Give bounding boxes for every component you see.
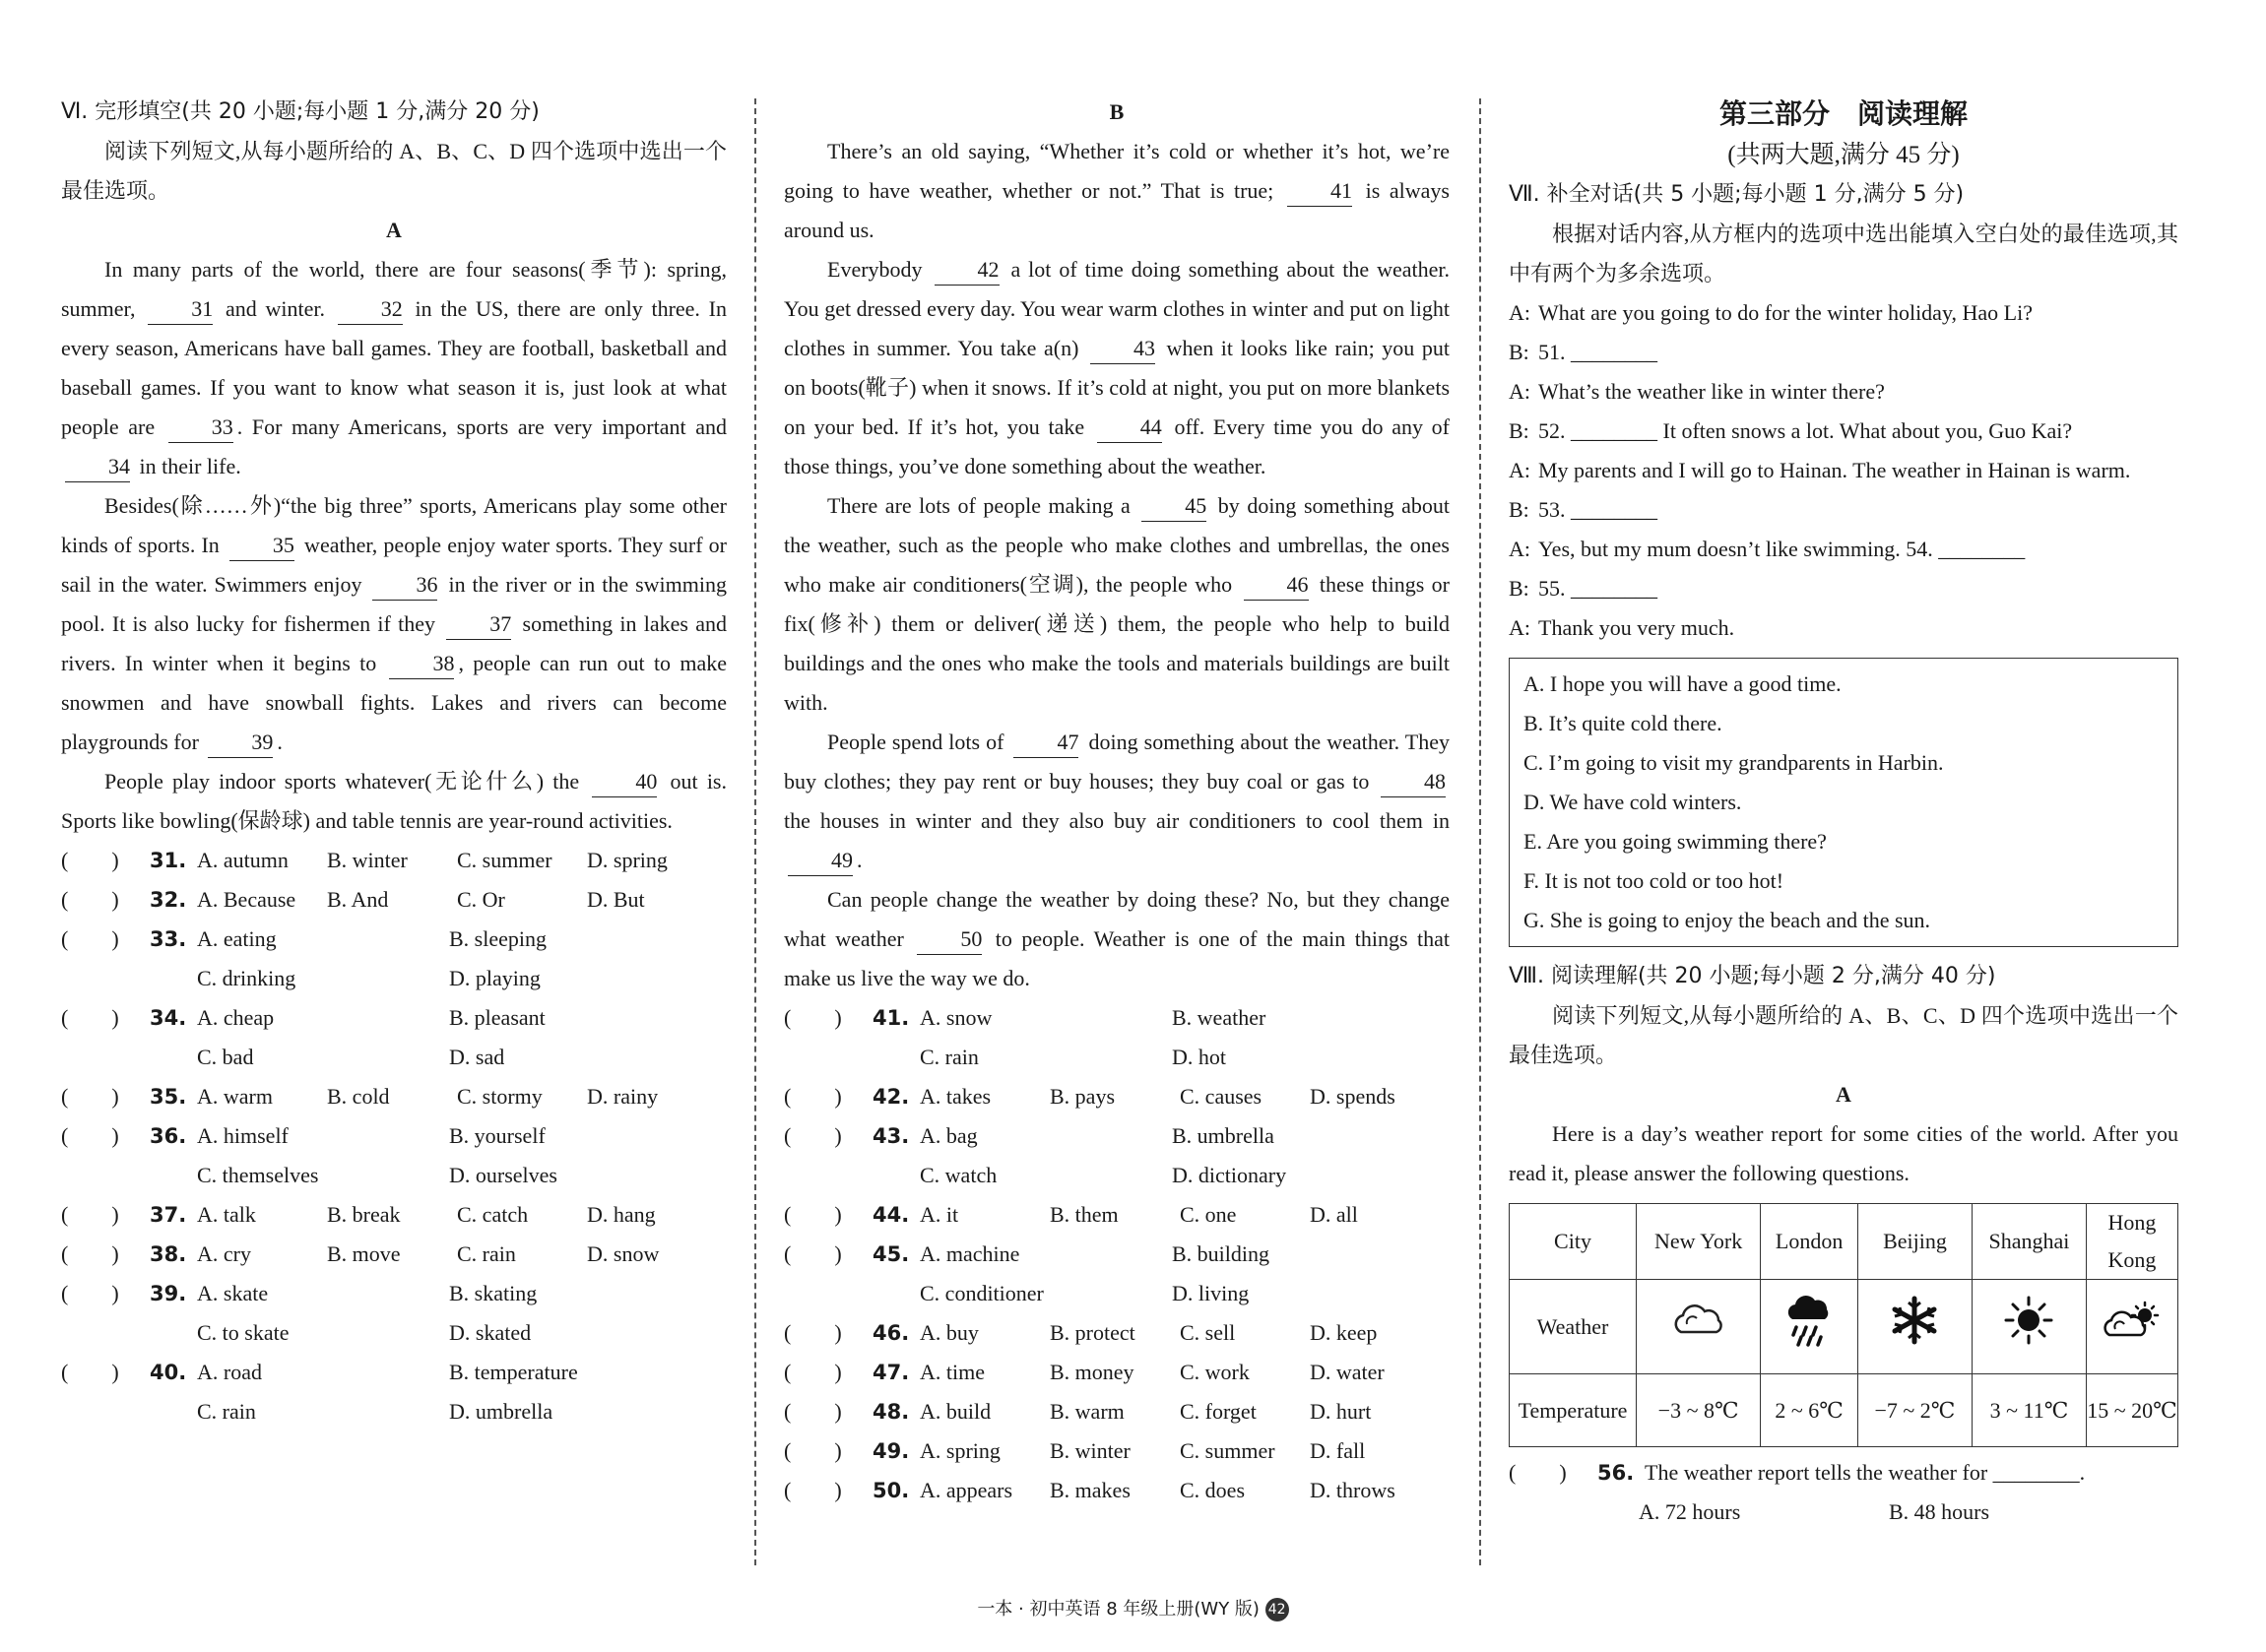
passage-text: in the river or in the swimming pool. It is also lucky for fishermen if they: [61, 572, 727, 636]
option: B. 48 hours: [1889, 1499, 1990, 1524]
option: C. summer: [1180, 1438, 1275, 1463]
speaker: B:: [1509, 497, 1529, 522]
option: A. spring: [920, 1438, 1001, 1463]
cloudy-sun-icon: [2102, 1300, 2163, 1341]
passage-text: People spend lots of: [827, 730, 1010, 754]
blank-number: 34: [65, 452, 130, 482]
dialog-line: [1509, 333, 2178, 372]
city-cell: London: [1761, 1204, 1858, 1280]
answer-paren: ( ): [784, 1241, 842, 1266]
passage-text: the houses in winter and they also buy air conditioners to cool them in: [784, 808, 1450, 833]
option: B. warm: [1050, 1399, 1125, 1424]
option: A. road: [197, 1360, 262, 1384]
choice-item: C. I’m going to visit my grandparents in Harbin.: [1523, 750, 1944, 775]
blank-number: 48: [1381, 767, 1446, 797]
weather-cell: [1972, 1280, 2086, 1374]
temp-cell: −7 ~ 2℃: [1857, 1374, 1972, 1447]
dialog-line: [1509, 293, 2178, 333]
choice-item: F. It is not too cold or too hot!: [1523, 868, 1784, 893]
question-number: 36.: [150, 1124, 187, 1148]
question-row: [784, 998, 1450, 1038]
option: A. cry: [197, 1241, 251, 1266]
option: D. spring: [587, 848, 668, 872]
question-number: 38.: [150, 1242, 187, 1266]
option: A. warm: [197, 1084, 273, 1109]
dialog-text: My parents and I will go to Hainan. The weather in Hainan is warm.: [1538, 458, 2131, 482]
speaker: A:: [1509, 458, 1530, 482]
passage-text: something in lakes and rivers. In winter when it begins to: [61, 611, 727, 675]
weather-cell: [1761, 1280, 1858, 1374]
answer-paren: ( ): [784, 1320, 842, 1345]
dialog-text: Thank you very much.: [1538, 615, 1735, 640]
option: A. Because: [197, 887, 296, 912]
choice-box: [1509, 658, 2178, 947]
option: C. rain: [920, 1045, 979, 1069]
question-number: 48.: [873, 1400, 910, 1424]
question-row-continued: [784, 1038, 1450, 1077]
option: D. ourselves: [449, 1163, 557, 1187]
blank-number: 44: [1097, 413, 1162, 443]
passage-text: People play indoor sports whatever(无论什么) the: [104, 769, 589, 794]
dialog-text: What’s the weather like in winter there?: [1538, 379, 1885, 404]
blank-number: 42: [935, 255, 1000, 286]
question-row-continued: [61, 1313, 727, 1353]
dialog-text: 53. ________: [1538, 497, 1657, 522]
answer-paren: ( ): [784, 1399, 842, 1424]
question-row: [61, 1353, 727, 1392]
passage-paragraph: [61, 486, 727, 762]
option: D. snow: [587, 1241, 660, 1266]
passage-text: by doing something about the weather, such as the people who make clothes and umbrellas, the ones who make air conditioners(空调), the people who: [784, 493, 1450, 597]
option: B. pays: [1050, 1084, 1115, 1109]
option: C. does: [1180, 1478, 1245, 1502]
passage-paragraph: [784, 723, 1450, 880]
speaker: A:: [1509, 537, 1530, 561]
column-divider: [754, 98, 756, 1565]
blank-number: 49: [788, 846, 853, 876]
column-right: [1509, 93, 2178, 1532]
option: D. skated: [449, 1320, 532, 1345]
part-subtitle: (共两大题,满分 45 分): [1727, 142, 1960, 168]
passage-title: A: [1836, 1082, 1851, 1107]
option: C. themselves: [197, 1163, 319, 1187]
option: D. keep: [1310, 1320, 1378, 1345]
question-number: 34.: [150, 1006, 187, 1030]
option: B. weather: [1172, 1005, 1266, 1030]
question-number: 49.: [873, 1439, 910, 1463]
answer-paren: ( ): [61, 1005, 119, 1030]
temp-cell: −3 ~ 8℃: [1637, 1374, 1761, 1447]
option: A. buy: [920, 1320, 979, 1345]
dialog-text: Yes, but my mum doesn’t like swimming. 54. ________: [1538, 537, 2026, 561]
option: B. winter: [1050, 1438, 1131, 1463]
passage-text: , people can run out to make snowmen and have snowball fights. Lakes and rivers can become playgrounds for: [61, 651, 727, 754]
dialog-text: 55. ________: [1538, 576, 1657, 601]
option: C. rain: [457, 1241, 516, 1266]
passage-title: B: [1109, 99, 1125, 124]
option: C. sell: [1180, 1320, 1236, 1345]
option: A. appears: [920, 1478, 1013, 1502]
table-row: [1510, 1280, 2178, 1374]
snow-icon: [1889, 1295, 1940, 1346]
blank-number: 38: [389, 649, 454, 679]
temp-cell: 3 ~ 11℃: [1972, 1374, 2086, 1447]
passage-text: out is. Sports like bowling(保龄球) and table tennis are year-round activities.: [61, 769, 727, 833]
section-heading: Ⅷ. 阅读理解(共 20 小题;每小题 2 分,满分 40 分): [1509, 964, 1996, 988]
question-row: [784, 1195, 1450, 1235]
table-row: [1510, 1374, 2178, 1447]
passage-text: .: [277, 730, 283, 754]
column-left: [61, 93, 727, 1431]
dialog-line: [1509, 451, 2178, 490]
answer-paren: ( ): [61, 1281, 119, 1305]
option: C. stormy: [457, 1084, 543, 1109]
question-row-continued: [784, 1156, 1450, 1195]
weather-cell: [2087, 1280, 2178, 1374]
passage-paragraph: [61, 250, 727, 486]
blank-number: 50: [917, 924, 982, 955]
passage-text: is always around us.: [784, 178, 1450, 242]
option: C. bad: [197, 1045, 254, 1069]
question-row-continued: [61, 1392, 727, 1431]
passage-text: in their life.: [134, 454, 241, 478]
page-footer: [0, 1595, 2266, 1621]
passage-text: a lot of time doing something about the weather. You get dressed every day. You wear warm clothes in winter and put on light clothes in summer. You take a(n): [784, 257, 1451, 360]
option: B. umbrella: [1172, 1123, 1274, 1148]
question-row: [784, 1471, 1450, 1510]
blank-number: 43: [1090, 334, 1155, 364]
option: B. protect: [1050, 1320, 1135, 1345]
question-number: 44.: [873, 1203, 910, 1227]
city-cell: New York: [1637, 1204, 1761, 1280]
option: A. time: [920, 1360, 985, 1384]
question-row-continued: [61, 959, 727, 998]
question-list: [61, 841, 727, 1431]
dialog-text: What are you going to do for the winter holiday, Hao Li?: [1538, 300, 2033, 325]
question-row: [784, 1313, 1450, 1353]
option: D. living: [1172, 1281, 1250, 1305]
answer-paren: ( ): [784, 1123, 842, 1148]
option: B. makes: [1050, 1478, 1131, 1502]
option: A. build: [920, 1399, 992, 1424]
instruction: 根据对话内容,从方框内的选项中选出能填入空白处的最佳选项,其中有两个为多余选项。: [1509, 222, 2178, 286]
option: D. umbrella: [449, 1399, 553, 1424]
option: B. temperature: [449, 1360, 578, 1384]
answer-paren: ( ): [61, 887, 119, 912]
question-row: [784, 1116, 1450, 1156]
cloudy-icon: [1669, 1301, 1728, 1340]
passage-text: .: [857, 848, 863, 872]
blank-number: 31: [148, 294, 213, 325]
option: C. one: [1180, 1202, 1237, 1227]
column-middle: [784, 93, 1450, 1510]
question-row: [61, 1235, 727, 1274]
answer-paren: ( ): [61, 1241, 119, 1266]
passage-text: There’s an old saying, “Whether it’s cold or whether it’s hot, we’re going to have weather, whether or not.” That is true;: [784, 139, 1450, 203]
option: B. yourself: [449, 1123, 546, 1148]
passage-paragraph: [61, 762, 727, 841]
option: D. hang: [587, 1202, 656, 1227]
instruction: 阅读下列短文,从每小题所给的 A、B、C、D 四个选项中选出一个最佳选项。: [61, 139, 727, 203]
question-row: [784, 1353, 1450, 1392]
blank-number: 45: [1141, 491, 1206, 522]
option: D. playing: [449, 966, 541, 990]
option: A. cheap: [197, 1005, 275, 1030]
option: D. water: [1310, 1360, 1385, 1384]
passage-text: and winter.: [217, 296, 334, 321]
question-number: 50.: [873, 1479, 910, 1502]
answer-paren: ( ): [784, 1438, 842, 1463]
question-number: 37.: [150, 1203, 187, 1227]
option: A. bag: [920, 1123, 978, 1148]
option: D. sad: [449, 1045, 505, 1069]
question-row: [61, 841, 727, 880]
question-number: 56.: [1597, 1461, 1635, 1485]
question-row: [784, 1392, 1450, 1431]
question-number: 31.: [150, 849, 187, 872]
passage-text: In many parts of the world, there are four seasons(季节): spring, summer,: [61, 257, 727, 321]
sun-icon: [2003, 1295, 2054, 1346]
question-number: 45.: [873, 1242, 910, 1266]
weather-cell: [1637, 1280, 1761, 1374]
passage-paragraph: [784, 132, 1450, 250]
dialog-line: [1509, 412, 2178, 451]
option: C. causes: [1180, 1084, 1262, 1109]
passage-paragraph: [784, 880, 1450, 998]
answer-paren: ( ): [1509, 1460, 1567, 1485]
dialog-line: [1509, 530, 2178, 569]
blank-number: 39: [208, 728, 273, 758]
option: C. rain: [197, 1399, 256, 1424]
blank-number: 47: [1013, 728, 1078, 758]
question-56: [1509, 1453, 2178, 1493]
option: A. autumn: [197, 848, 289, 872]
passage-title: A: [386, 218, 402, 242]
question-row-continued: [61, 1038, 727, 1077]
weather-table: [1509, 1203, 2178, 1447]
question-text: The weather report tells the weather for ________.: [1645, 1460, 2086, 1485]
option: A. takes: [920, 1084, 992, 1109]
choice-item: A. I hope you will have a good time.: [1523, 671, 1842, 696]
choice-item: E. Are you going swimming there?: [1523, 829, 1827, 854]
question-row: [784, 1431, 1450, 1471]
dialog-line: [1509, 608, 2178, 648]
option: B. pleasant: [449, 1005, 546, 1030]
blank-number: 41: [1287, 176, 1352, 207]
choice-item: G. She is going to enjoy the beach and the sun.: [1523, 908, 1931, 932]
table-header-cell: City: [1510, 1204, 1637, 1280]
city-cell: Hong Kong: [2087, 1204, 2178, 1280]
question-number: 41.: [873, 1006, 910, 1030]
speaker: B:: [1509, 418, 1529, 443]
section-heading: Ⅵ. 完形填空(共 20 小题;每小题 1 分,满分 20 分): [61, 99, 540, 124]
option: C. drinking: [197, 966, 296, 990]
speaker: B:: [1509, 340, 1529, 364]
answer-paren: ( ): [784, 1478, 842, 1502]
rain-icon: [1784, 1294, 1834, 1347]
passage-text: to people. Weather is one of the main things that make us live the way we do.: [784, 926, 1451, 990]
blank-number: 40: [592, 767, 657, 797]
question-number: 40.: [150, 1361, 187, 1384]
weather-cell: [1857, 1280, 1972, 1374]
dialog: [1509, 293, 2178, 648]
answer-paren: ( ): [784, 1360, 842, 1384]
question-row: [61, 1077, 727, 1116]
question-row: [61, 998, 727, 1038]
answer-paren: ( ): [61, 1123, 119, 1148]
question-list: [784, 998, 1450, 1510]
question-row: [784, 1077, 1450, 1116]
passage-text: weather, people enjoy water sports. They surf or sail in the water. Swimmers enjoy: [61, 533, 727, 597]
answer-paren: ( ): [61, 1360, 119, 1384]
temp-cell: 2 ~ 6℃: [1761, 1374, 1858, 1447]
option: C. forget: [1180, 1399, 1257, 1424]
question-options: [1509, 1493, 2178, 1532]
passage-text: Can people change the weather by doing these? No, but they change what weather: [784, 887, 1450, 951]
table-row: [1510, 1204, 2178, 1280]
option: D. hot: [1172, 1045, 1226, 1069]
option: C. summer: [457, 848, 552, 872]
city-cell: Shanghai: [1972, 1204, 2086, 1280]
question-number: 35.: [150, 1085, 187, 1109]
passage-text: Besides(除……外)“the big three” sports, Americans play some other kinds of sports. In: [61, 493, 727, 557]
instruction: 阅读下列短文,从每小题所给的 A、B、C、D 四个选项中选出一个最佳选项。: [1509, 1003, 2179, 1067]
question-row: [61, 1195, 727, 1235]
option: B. skating: [449, 1281, 538, 1305]
option: B. winter: [327, 848, 408, 872]
blank-number: 33: [168, 413, 233, 443]
option: D. hurt: [1310, 1399, 1372, 1424]
option: A. eating: [197, 926, 277, 951]
part-title: 第三部分 阅读理解: [1718, 97, 1968, 130]
city-cell: Beijing: [1857, 1204, 1972, 1280]
option: A. machine: [920, 1241, 1020, 1266]
option: C. work: [1180, 1360, 1250, 1384]
dialog-line: [1509, 490, 2178, 530]
dialog-line: [1509, 372, 2178, 412]
option: A. it: [920, 1202, 959, 1227]
passage-paragraph: [784, 486, 1450, 723]
passage-paragraph: [784, 250, 1450, 486]
temp-cell: 15 ~ 20℃: [2087, 1374, 2178, 1447]
answer-paren: ( ): [61, 1202, 119, 1227]
passage-text: There are lots of people making a: [827, 493, 1138, 518]
option: B. building: [1172, 1241, 1270, 1266]
blank-number: 46: [1244, 570, 1309, 601]
dialog-line: [1509, 569, 2178, 608]
option: D. throws: [1310, 1478, 1395, 1502]
question-row-continued: [784, 1274, 1450, 1313]
passage-text: in the US, there are only three. In every season, Americans have ball games. They are football, basketball and baseball games. If you want to know what season it is, just look at what people are: [61, 296, 728, 439]
speaker: A:: [1509, 615, 1530, 640]
option: A. snow: [920, 1005, 993, 1030]
option: C. catch: [457, 1202, 529, 1227]
question-row: [784, 1235, 1450, 1274]
answer-paren: ( ): [784, 1084, 842, 1109]
dialog-text: 51. ________: [1538, 340, 1657, 364]
question-row: [61, 1274, 727, 1313]
page-number: 42: [1265, 1598, 1289, 1621]
section-heading: Ⅶ. 补全对话(共 5 小题;每小题 1 分,满分 5 分): [1509, 182, 1965, 207]
option: D. spends: [1310, 1084, 1395, 1109]
blank-number: 35: [229, 531, 294, 561]
passage-text: Everybody: [827, 257, 931, 282]
option: C. to skate: [197, 1320, 290, 1345]
passage-text: when it looks like rain; you put on boots(靴子) when it snows. If it’s cold at night, you put on more blankets on your bed. If it’s hot, you take: [784, 336, 1450, 439]
answer-paren: ( ): [784, 1005, 842, 1030]
option: B. move: [327, 1241, 401, 1266]
column-divider: [1479, 98, 1481, 1565]
speaker: A:: [1509, 300, 1530, 325]
question-row: [61, 920, 727, 959]
question-number: 39.: [150, 1282, 187, 1305]
option: D. all: [1310, 1202, 1358, 1227]
footer-text: 一本 · 初中英语 8 年级上册(WY 版): [977, 1599, 1260, 1620]
option: A. talk: [197, 1202, 256, 1227]
table-header-cell: Weather: [1510, 1280, 1637, 1374]
passage-text: these things or fix(修补) them or deliver(递送) them, the people who help to build buildings and the ones who make the tools and materials buildings are built with.: [784, 572, 1450, 715]
option: B. money: [1050, 1360, 1134, 1384]
option: D. rainy: [587, 1084, 659, 1109]
answer-paren: ( ): [61, 848, 119, 872]
option: B. And: [327, 887, 389, 912]
passage-text: doing something about the weather. They buy clothes; they pay rent or buy houses; they buy coal or gas to: [784, 730, 1450, 794]
answer-paren: ( ): [61, 926, 119, 951]
blank-number: 36: [372, 570, 437, 601]
passage-intro: Here is a day’s weather report for some cities of the world. After you read it, please answer the following questions.: [1509, 1121, 2178, 1185]
question-number: 43.: [873, 1124, 910, 1148]
option: A. himself: [197, 1123, 289, 1148]
answer-paren: ( ): [784, 1202, 842, 1227]
question-row: [61, 880, 727, 920]
option: B. cold: [327, 1084, 390, 1109]
choice-item: D. We have cold winters.: [1523, 790, 1742, 814]
option: B. sleeping: [449, 926, 547, 951]
option: A. skate: [197, 1281, 269, 1305]
blank-number: 32: [338, 294, 403, 325]
table-header-cell: Temperature: [1510, 1374, 1637, 1447]
option: C. Or: [457, 887, 505, 912]
question-number: 33.: [150, 927, 187, 951]
option: B. break: [327, 1202, 401, 1227]
passage-text: off. Every time you do any of those things, you’ve done something about the weather.: [784, 414, 1450, 478]
speaker: B:: [1509, 576, 1529, 601]
option: D. fall: [1310, 1438, 1366, 1463]
option: A. 72 hours: [1639, 1499, 1741, 1524]
option: D. But: [587, 887, 645, 912]
question-number: 32.: [150, 888, 187, 912]
option: B. them: [1050, 1202, 1119, 1227]
option: D. dictionary: [1172, 1163, 1287, 1187]
question-number: 46.: [873, 1321, 910, 1345]
blank-number: 37: [446, 609, 511, 640]
answer-paren: ( ): [61, 1084, 119, 1109]
option: C. conditioner: [920, 1281, 1044, 1305]
question-row-continued: [61, 1156, 727, 1195]
choice-item: B. It’s quite cold there.: [1523, 711, 1722, 735]
question-number: 42.: [873, 1085, 910, 1109]
passage-text: . For many Americans, sports are very important and: [236, 414, 727, 439]
question-row: [61, 1116, 727, 1156]
speaker: A:: [1509, 379, 1530, 404]
question-number: 47.: [873, 1361, 910, 1384]
option: C. watch: [920, 1163, 998, 1187]
dialog-text: 52. ________ It often snows a lot. What about you, Guo Kai?: [1538, 418, 2073, 443]
